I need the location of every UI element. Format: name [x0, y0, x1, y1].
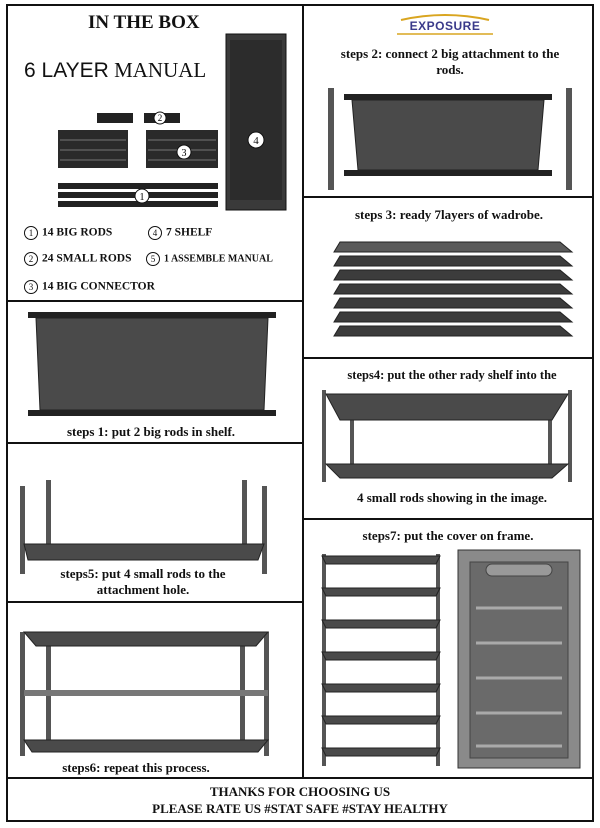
box-parts-illustration	[50, 30, 290, 220]
legend-item	[24, 252, 131, 266]
legend-text: 7 SHELF	[166, 226, 213, 239]
part-number-2: 2	[157, 113, 163, 123]
step4-caption-top: steps4: put the other rady shelf into the	[347, 368, 557, 382]
divider	[302, 357, 594, 359]
legend-text: 1 ASSEMBLE MANUAL	[164, 253, 273, 265]
legend-text: 24 SMALL RODS	[42, 252, 132, 265]
frame-shelf	[322, 748, 440, 756]
frame-shelf	[322, 652, 440, 660]
legend-text: 14 BIG CONNECTOR	[42, 280, 155, 293]
part-number-3: 3	[181, 148, 187, 159]
footer-line-1: THANKS FOR CHOOSING US	[209, 784, 391, 799]
divider	[302, 518, 594, 520]
frame-shelf	[322, 716, 440, 724]
frame-shelf	[322, 556, 440, 564]
small-rods-part	[97, 113, 133, 123]
step7-cover-illustration	[456, 548, 582, 770]
footer-line-2: PLEASE RATE US #STAT SAFE #STAY HEALTHY	[152, 801, 448, 816]
stacked-shelf	[334, 326, 572, 336]
step3-illustration	[330, 236, 580, 351]
stacked-shelf	[334, 298, 572, 308]
divider	[6, 300, 303, 302]
step2-illustration	[322, 84, 582, 194]
legend-item	[146, 252, 273, 266]
step5-illustration	[18, 478, 278, 578]
divider	[6, 777, 594, 779]
stacked-shelf	[334, 312, 572, 322]
divider	[6, 601, 303, 603]
step7-frame-illustration	[320, 550, 444, 770]
stacked-shelf	[334, 242, 572, 252]
stacked-shelf	[334, 284, 572, 294]
brand-logo	[393, 14, 497, 36]
frame-post	[322, 554, 326, 766]
part-number-4: 4	[253, 135, 259, 147]
step6-illustration	[18, 628, 278, 758]
part-number-1: 1	[139, 192, 145, 203]
column-divider	[302, 4, 304, 778]
step7-caption: steps7: put the cover on frame.	[362, 528, 534, 543]
step5-caption: steps5: put 4 small rods to the attachment hole.	[60, 566, 226, 597]
step1-caption: steps 1: put 2 big rods in shelf.	[66, 424, 236, 439]
in-the-box-title: IN THE BOX	[88, 12, 200, 33]
legend-number: 4	[148, 226, 162, 240]
step4-caption-bottom: 4 small rods showing in the image.	[356, 490, 548, 505]
step1-illustration	[22, 310, 282, 420]
frame-shelf	[322, 684, 440, 692]
legend-number: 1	[24, 226, 38, 240]
connectors-part	[58, 130, 218, 168]
stacked-shelf	[334, 270, 572, 280]
step3-caption: steps 3: ready 7layers of wadrobe.	[354, 207, 543, 222]
step4-illustration	[320, 386, 580, 486]
step2-caption: steps 2: connect 2 big attachment to the rods.	[340, 46, 560, 77]
stacked-shelf	[334, 256, 572, 266]
frame-post	[436, 554, 440, 766]
legend-number: 5	[146, 252, 160, 266]
legend-item	[148, 226, 212, 240]
manual-heading-count: 6 LAYER	[24, 59, 109, 82]
divider	[302, 196, 594, 198]
frame-shelf	[322, 620, 440, 628]
brand-name: EXPOSURE	[409, 19, 481, 33]
divider	[6, 442, 303, 444]
legend-item	[24, 226, 112, 240]
legend-number: 3	[24, 280, 38, 294]
legend-number: 2	[24, 252, 38, 266]
legend-text: 14 BIG RODS	[42, 226, 113, 239]
manual-heading-word: MANUAL	[114, 58, 207, 82]
step6-caption: steps6: repeat this process.	[62, 760, 210, 775]
legend-item	[24, 280, 155, 294]
frame-shelf	[322, 588, 440, 596]
